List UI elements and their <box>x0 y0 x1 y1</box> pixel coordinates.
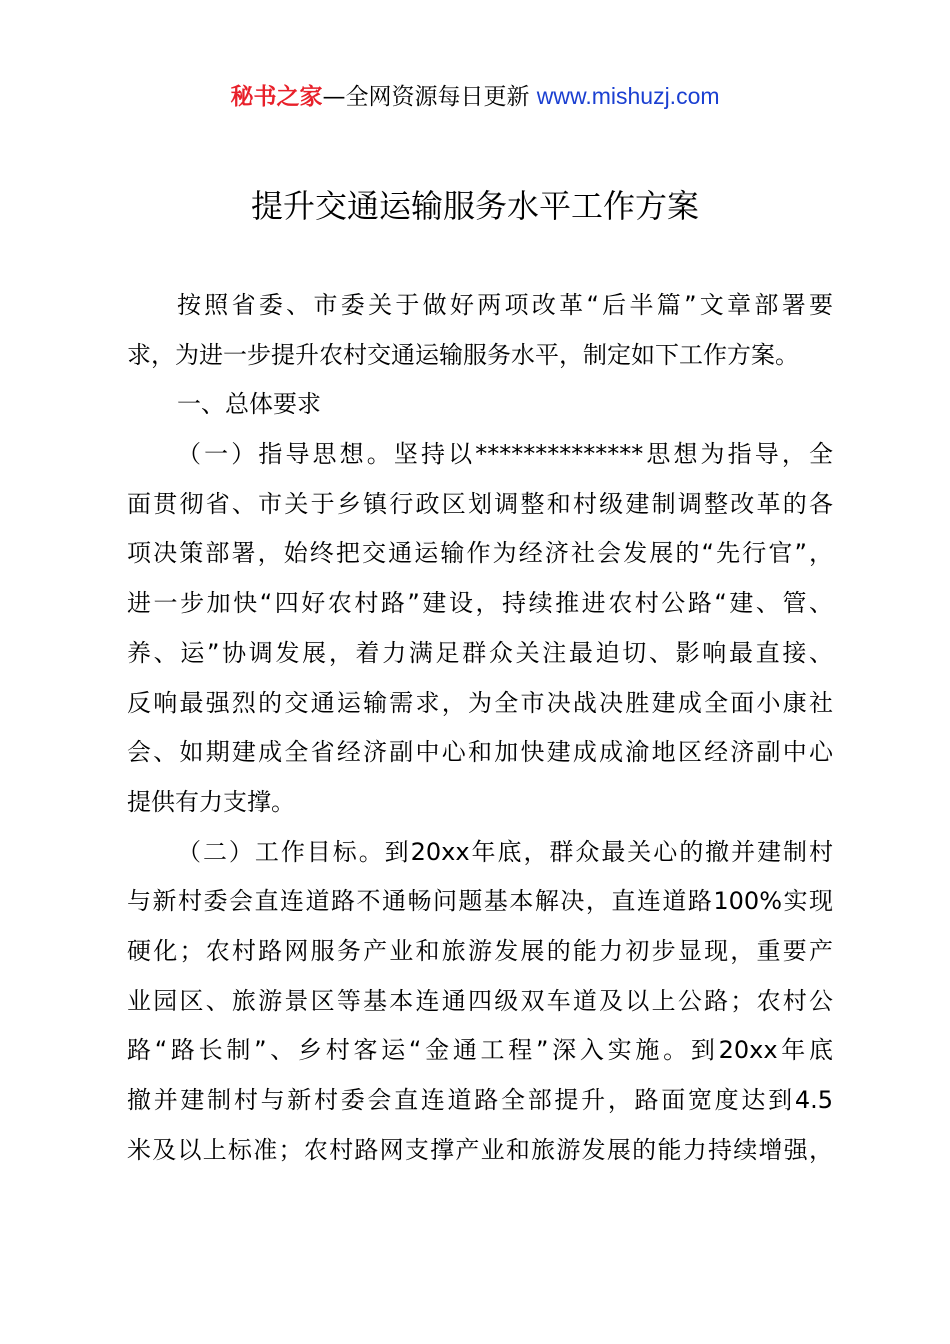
paragraph-line: 项决策部署，始终把交通运输作为经济社会发展的“先行官”， <box>127 539 833 568</box>
paragraph-line: 反响最强烈的交通运输需求，为全市决战决胜建成全面小康社 <box>127 688 833 717</box>
paragraph-line: 养、运”协调发展，着力满足群众关注最迫切、影响最直接、 <box>127 638 833 667</box>
paragraph-line: 会、如期建成全省经济副中心和加快建成成渝地区经济副中心 <box>127 738 833 767</box>
paragraph-line: （一）指导思想。坚持以**************思想为指导，全 <box>177 440 833 469</box>
paragraph-line: 求，为进一步提升农村交通运输服务水平，制定如下工作方案。 <box>127 340 799 369</box>
site-tagline: —全网资源每日更新 <box>322 84 530 110</box>
paragraph-line: 路“路长制”、乡村客运“金通工程”深入实施。到20xx年底 <box>127 1036 833 1065</box>
paragraph-line: 业园区、旅游景区等基本连通四级双车道及以上公路；农村公 <box>127 986 833 1015</box>
paragraph-line: 面贯彻省、市关于乡镇行政区划调整和村级建制调整改革的各 <box>127 489 833 518</box>
paragraph-line: 硬化；农村路网服务产业和旅游发展的能力初步显现，重要产 <box>127 936 833 965</box>
document-title: 提升交通运输服务水平工作方案 <box>250 187 699 225</box>
paragraph-line: 与新村委会直连道路不通畅问题基本解决，直连道路100%实现 <box>127 887 833 916</box>
site-url-link[interactable]: www.mishuzj.com <box>536 83 720 109</box>
site-header <box>0 80 950 113</box>
paragraph-line: 米及以上标准；农村路网支撑产业和旅游发展的能力持续增强， <box>127 1135 833 1164</box>
paragraph-line: （二）工作目标。到20xx年底，群众最关心的撤并建制村 <box>177 837 833 866</box>
paragraph-line: 撤并建制村与新村委会直连道路全部提升，路面宽度达到4.5 <box>127 1086 833 1114</box>
paragraph-line: 进一步加快“四好农村路”建设，持续推进农村公路“建、管、 <box>127 589 833 618</box>
document-body <box>127 281 833 1175</box>
paragraph-line: 按照省委、市委关于做好两项改革“后半篇”文章部署要 <box>177 291 833 319</box>
section-heading: 一、总体要求 <box>177 390 321 419</box>
site-brand: 秘书之家 <box>230 84 323 110</box>
paragraph-line: 提供有力支撑。 <box>127 787 295 816</box>
